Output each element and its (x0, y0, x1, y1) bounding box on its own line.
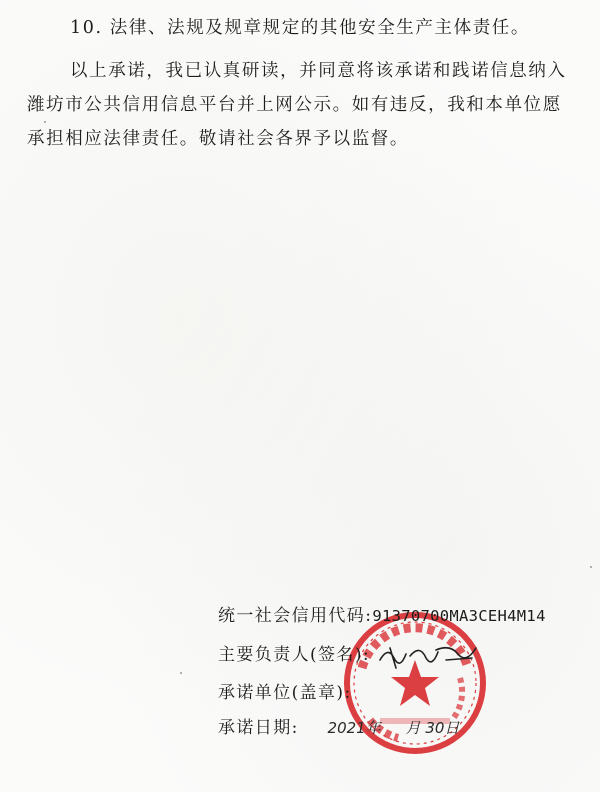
committing-unit-row (218, 681, 352, 705)
commitment-paragraph-line-2: 潍坊市公共信用信息平台并上网公示。如有违反，我和本单位愿 (27, 95, 562, 115)
responsible-person-row (218, 643, 370, 667)
commitment-date-row (218, 716, 459, 740)
credit-code-label: 统一社会信用代码: (218, 606, 373, 626)
date-year-handwritten: 2021年 (327, 719, 381, 737)
item-10-text: 10. 法律、法规及规章规定的其他安全生产主体责任。 (70, 18, 530, 38)
responsible-person-label: 主要负责人(签名): (218, 645, 370, 665)
scan-speck (590, 566, 592, 568)
handwritten-signature (376, 640, 486, 672)
credit-code-value: 91370700MA3CEH4M14 (372, 607, 546, 625)
commitment-date-label: 承诺日期: (218, 718, 299, 738)
scan-speck (44, 121, 46, 123)
commitment-paragraph-line-3: 承担相应法律责任。敬请社会各界予以监督。 (27, 129, 409, 149)
commitment-paragraph-line-1: 以上承诺，我已认真研读，并同意将该承诺和践诺信息纳入 (70, 61, 567, 81)
credit-code-row (218, 604, 546, 628)
committing-unit-label: 承诺单位(盖章): (218, 683, 352, 703)
date-month-day-handwritten: 月 30日 (405, 719, 460, 737)
scan-speck (180, 672, 182, 674)
